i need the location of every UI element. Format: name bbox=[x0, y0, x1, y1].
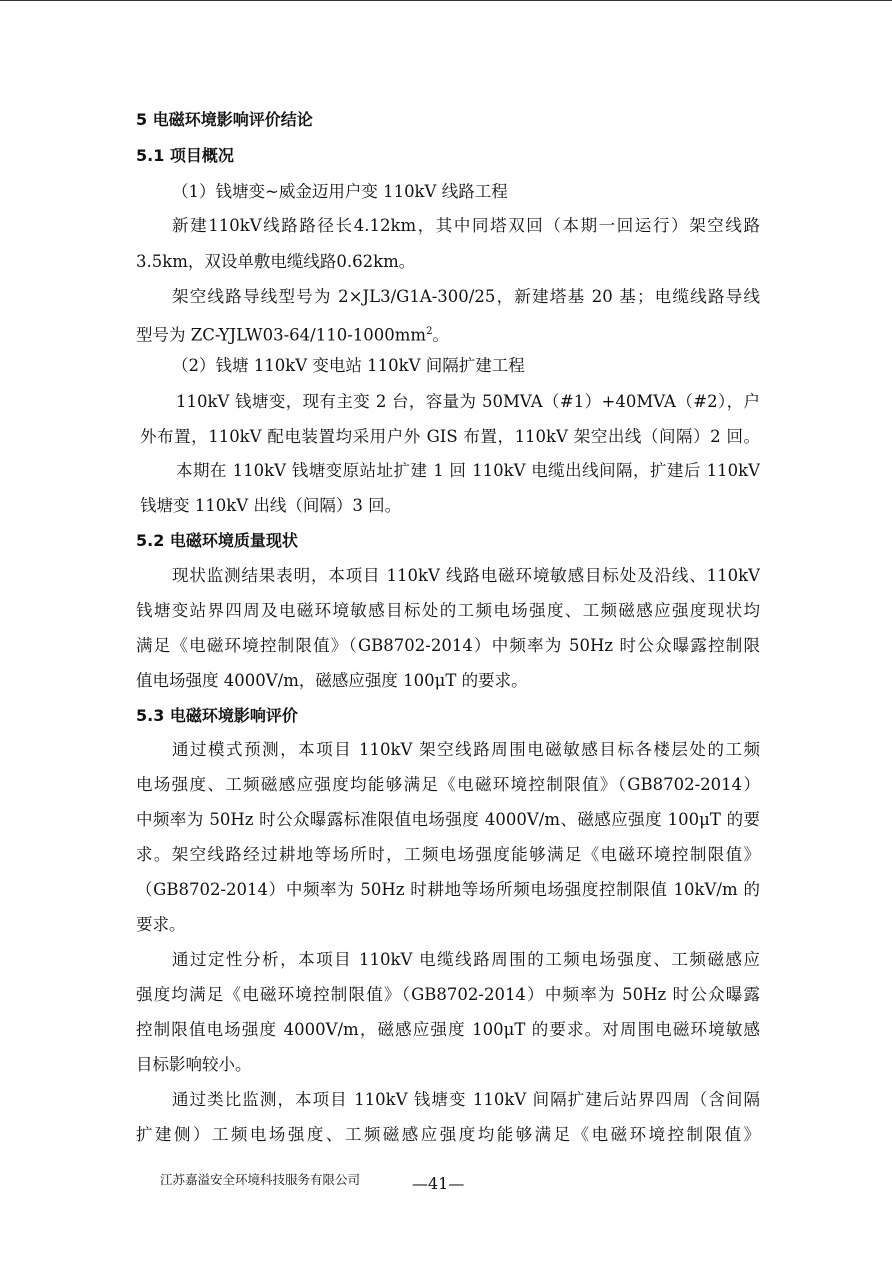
paragraph-line: 扩建侧）工频电场强度、工频磁感应强度均能够满足《电磁环境控制限值》 bbox=[136, 1125, 760, 1144]
paragraph-line: （GB8702-2014）中频率为 50Hz 时耕地等场所频电场强度控制限值 10kV/m 的 bbox=[136, 880, 760, 899]
paragraph-line: 目标影响较小。 bbox=[136, 1055, 252, 1074]
item2-title: （2）钱塘 110kV 变电站 110kV 间隔扩建工程 bbox=[172, 356, 525, 375]
footer-company-name: 江苏嘉溢安全环境科技服务有限公司 bbox=[160, 1172, 361, 1187]
paragraph-line: 满足《电磁环境控制限值》（GB8702-2014）中频率为 50Hz 时公众曝露控制限 bbox=[136, 636, 760, 655]
item1-title: （1）钱塘变~威金迈用户变 110kV 线路工程 bbox=[172, 182, 508, 201]
paragraph-line: 通过类比监测，本项目 110kV 钱塘变 110kV 间隔扩建后站界四周（含间隔 bbox=[172, 1090, 760, 1109]
paragraph-line: 110kV 钱塘变，现有主变 2 台，容量为 50MVA（#1）+40MVA（#2），户 bbox=[176, 392, 760, 411]
subsection-heading-5-2: 5.2 电磁环境质量现状 bbox=[136, 531, 298, 550]
paragraph-line: 本期在 110kV 钱塘变原站址扩建 1 回 110kV 电缆出线间隔，扩建后 110kV bbox=[176, 461, 760, 480]
paragraph-line: 要求。 bbox=[136, 915, 186, 934]
paragraph-line: 求。架空线路经过耕地等场所时，工频电场强度能够满足《电磁环境控制限值》 bbox=[136, 845, 760, 864]
text-run: 。 bbox=[432, 325, 449, 345]
text-run: 型号为 ZC-YJLW03-64/110-1000mm bbox=[136, 325, 427, 345]
top-border-line bbox=[0, 0, 892, 1]
subsection-heading-5-3: 5.3 电磁环境影响评价 bbox=[136, 706, 298, 725]
paragraph-line: 现状监测结果表明，本项目 110kV 线路电磁环境敏感目标处及沿线、110kV bbox=[172, 566, 760, 585]
section-title: 5 电磁环境影响评价结论 bbox=[136, 110, 313, 129]
superscript: 2 bbox=[426, 326, 433, 337]
paragraph-line: 钱塘变站界四周及电磁环境敏感目标处的工频电场强度、工频磁感应强度现状均 bbox=[136, 601, 760, 620]
paragraph-line: 控制限值电场强度 4000V/m，磁感应强度 100μT 的要求。对周围电磁环境敏感 bbox=[136, 1020, 760, 1039]
paragraph-line: 中频率为 50Hz 时公众曝露标准限值电场强度 4000V/m、磁感应强度 100μT 的要 bbox=[136, 810, 760, 829]
page-number: —41— bbox=[412, 1174, 465, 1193]
paragraph-line: 3.5km，双设单敷电缆线路0.62km。 bbox=[136, 252, 416, 271]
paragraph-line: 架空线路导线型号为 2×JL3/G1A-300/25，新建塔基 20 基；电缆线路导线 bbox=[172, 287, 760, 306]
paragraph-line: 新建110kV线路路径长4.12km，其中同塔双回（本期一回运行）架空线路 bbox=[172, 216, 760, 235]
subsection-heading-5-1: 5.1 项目概况 bbox=[136, 146, 234, 165]
paragraph-line: 电场强度、工频磁感应强度均能够满足《电磁环境控制限值》（GB8702-2014） bbox=[136, 775, 760, 794]
paragraph-line: 值电场强度 4000V/m，磁感应强度 100μT 的要求。 bbox=[136, 671, 528, 690]
paragraph-line: 钱塘变 110kV 出线（间隔）3 回。 bbox=[140, 496, 402, 515]
paragraph-line: 通过模式预测，本项目 110kV 架空线路周围电磁敏感目标各楼层处的工频 bbox=[172, 740, 760, 759]
paragraph-line: 通过定性分析，本项目 110kV 电缆线路周围的工频电场强度、工频磁感应 bbox=[172, 950, 760, 969]
paragraph-line: 外布置，110kV 配电装置均采用户外 GIS 布置，110kV 架空出线（间隔）2 回。 bbox=[140, 427, 760, 446]
paragraph-line: 强度均满足《电磁环境控制限值》（GB8702-2014）中频率为 50Hz 时公众曝露 bbox=[136, 985, 760, 1004]
paragraph-line bbox=[136, 322, 760, 346]
